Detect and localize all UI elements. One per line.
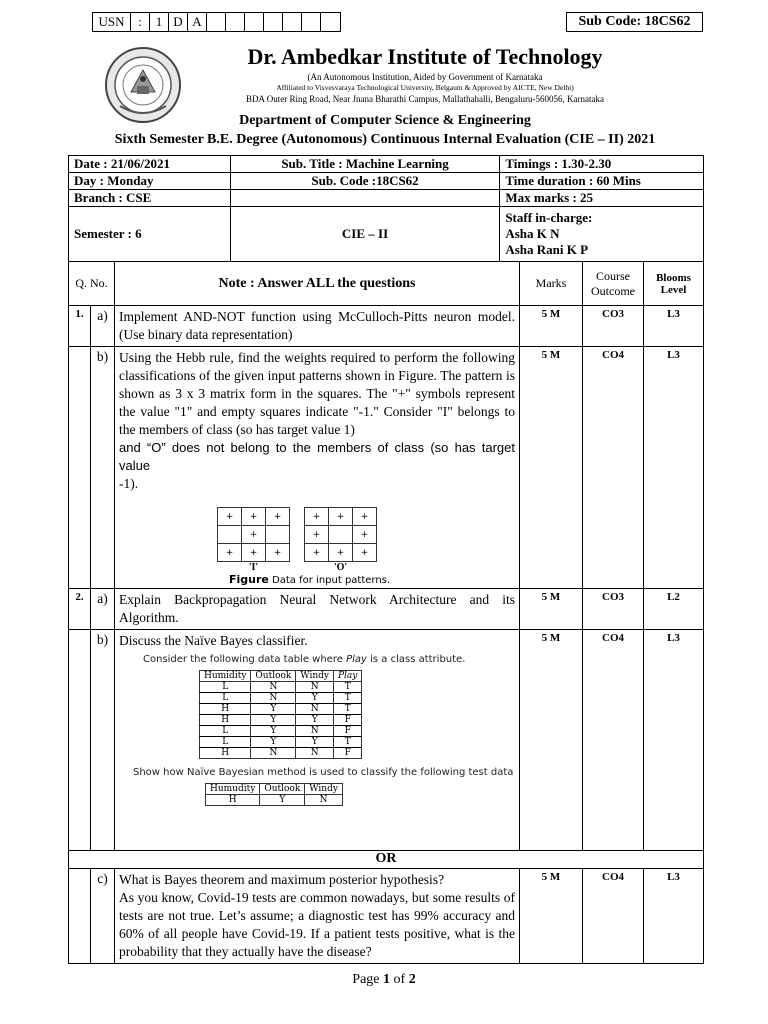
usn-char: A bbox=[188, 13, 207, 31]
pattern-label: 'I' bbox=[248, 562, 259, 573]
question-text: Using the Hebb rule, find the weights required to perform the following classifications of the given input patterns shown in Figure. The pattern is shown as 3 x 3 matrix form in the squares. The "+" symbols represent the value "1" and empty squares indicate "-1." Consider "I" belongs to the members of class (so has target value 1) bbox=[119, 350, 515, 437]
table-cell: L bbox=[200, 693, 251, 704]
usn-char bbox=[226, 13, 245, 31]
marks: 5 M bbox=[520, 347, 583, 589]
question-row bbox=[69, 869, 704, 964]
day: Day : Monday bbox=[69, 173, 231, 190]
table-cell: T bbox=[334, 682, 362, 693]
column-header: Humidity bbox=[200, 671, 251, 682]
table-cell: Y bbox=[251, 715, 296, 726]
question-row bbox=[69, 347, 704, 589]
question-content bbox=[115, 869, 520, 964]
department-title: Department of Computer Science & Engineering bbox=[239, 113, 531, 128]
question-number: 1. bbox=[69, 306, 91, 347]
column-header: Windy bbox=[296, 671, 334, 682]
column-header: Windy bbox=[305, 784, 343, 795]
test-data-table bbox=[205, 783, 343, 806]
grid-cell: + bbox=[329, 544, 353, 562]
table-cell: F bbox=[334, 726, 362, 737]
column-header: Humudity bbox=[206, 784, 260, 795]
question-number bbox=[69, 869, 91, 964]
page-of: of bbox=[393, 972, 406, 987]
grid-cell: + bbox=[329, 508, 353, 526]
usn-box bbox=[92, 12, 341, 32]
table-cell: N bbox=[251, 682, 296, 693]
usn-char bbox=[302, 13, 321, 31]
subject-title: Sub. Title : Machine Learning bbox=[230, 156, 500, 173]
usn-char bbox=[321, 13, 340, 31]
date: Date : 21/06/2021 bbox=[69, 156, 231, 173]
pattern-label: 'O' bbox=[333, 562, 348, 573]
table-row bbox=[200, 737, 362, 748]
grid-cell: + bbox=[266, 544, 290, 562]
question-text: Explain Backpropagation Neural Network Architecture and its Algorithm. bbox=[115, 589, 520, 630]
questions-table bbox=[68, 261, 704, 964]
marks: 5 M bbox=[520, 306, 583, 347]
sub-question-label: c) bbox=[91, 869, 115, 964]
table-cell: Y bbox=[296, 737, 334, 748]
table-cell: Y bbox=[296, 693, 334, 704]
course-outcome: CO4 bbox=[583, 869, 644, 964]
total-pages: 2 bbox=[408, 972, 416, 987]
sub-question-label: b) bbox=[91, 347, 115, 589]
table-cell: T bbox=[334, 704, 362, 715]
course-outcome: CO4 bbox=[583, 347, 644, 589]
question-row bbox=[69, 589, 704, 630]
usn-char: 1 bbox=[150, 13, 169, 31]
institute-address: BDA Outer Ring Road, Near Jnana Bharathi Campus, Mallathahalli, Bengaluru-560056, Karnataka bbox=[246, 94, 604, 104]
question-text: As you know, Covid-19 tests are common nowadays, but some results of tests are not true. Let’s assume; a diagnostic test has 99% accuracy and 60% of all people have Covid-19. If a patient tests positive, what is the probability that they actually have the disease? bbox=[119, 890, 515, 959]
question-row bbox=[69, 306, 704, 347]
grid-cell bbox=[329, 526, 353, 544]
table-cell: F bbox=[334, 715, 362, 726]
table-row bbox=[200, 693, 362, 704]
staff-in-charge bbox=[500, 207, 704, 262]
subject-code: Sub. Code :18CS62 bbox=[230, 173, 500, 190]
grid-cell bbox=[266, 526, 290, 544]
usn-label: USN bbox=[93, 13, 131, 31]
exam-info-table bbox=[68, 155, 704, 262]
marks-header: Marks bbox=[520, 262, 583, 306]
sub-question-label: a) bbox=[91, 306, 115, 347]
sub-question-label: a) bbox=[91, 589, 115, 630]
question-text: Implement AND-NOT function using McCulloch-Pitts neuron model. (Use binary data representation) bbox=[115, 306, 520, 347]
question-text: and “O” does not belong to the members of class (so has target value bbox=[119, 440, 515, 473]
institute-status: (An Autonomous Institution, Aided by Government of Karnataka bbox=[307, 72, 543, 82]
sub-question-label: b) bbox=[91, 630, 115, 851]
input-patterns-figure bbox=[217, 507, 515, 573]
table-cell: L bbox=[200, 726, 251, 737]
figure-caption-text: Data for input patterns. bbox=[272, 575, 391, 586]
intro-text: is a class attribute. bbox=[370, 654, 466, 665]
data-table-intro bbox=[143, 654, 515, 665]
table-cell: N bbox=[251, 693, 296, 704]
note-header: Note : Answer ALL the questions bbox=[115, 262, 520, 306]
question-row bbox=[69, 630, 704, 851]
grid-cell: + bbox=[353, 544, 377, 562]
grid-cell: + bbox=[242, 544, 266, 562]
grid-cell: + bbox=[242, 526, 266, 544]
table-cell: Y bbox=[296, 715, 334, 726]
blooms-level: L3 bbox=[644, 630, 704, 851]
table-cell: F bbox=[334, 748, 362, 759]
timings: Timings : 1.30-2.30 bbox=[500, 156, 704, 173]
blooms-level: L3 bbox=[644, 347, 704, 589]
column-header: Outlook bbox=[260, 784, 305, 795]
grid-cell: + bbox=[218, 508, 242, 526]
grid-cell: + bbox=[353, 508, 377, 526]
question-text: -1). bbox=[119, 476, 139, 491]
table-cell: L bbox=[200, 737, 251, 748]
figure-caption bbox=[229, 573, 515, 586]
question-content bbox=[115, 630, 520, 851]
intro-emphasis: Play bbox=[346, 654, 367, 665]
table-row bbox=[200, 704, 362, 715]
grid-cell: + bbox=[305, 544, 329, 562]
or-divider: OR bbox=[69, 851, 704, 869]
cie-label: CIE – II bbox=[230, 207, 500, 262]
qno-header: Q. No. bbox=[69, 262, 115, 306]
course-outcome: CO4 bbox=[583, 630, 644, 851]
usn-char bbox=[264, 13, 283, 31]
marks: 5 M bbox=[520, 589, 583, 630]
question-number: 2. bbox=[69, 589, 91, 630]
table-cell: H bbox=[200, 748, 251, 759]
marks: 5 M bbox=[520, 869, 583, 964]
blooms-level: L3 bbox=[644, 869, 704, 964]
table-cell: T bbox=[334, 693, 362, 704]
blooms-level: L3 bbox=[644, 306, 704, 347]
question-number bbox=[69, 347, 91, 589]
table-cell: Y bbox=[251, 704, 296, 715]
column-header: Outlook bbox=[251, 671, 296, 682]
table-row bbox=[200, 682, 362, 693]
usn-char bbox=[283, 13, 302, 31]
pattern-grid bbox=[304, 507, 377, 562]
current-page: 1 bbox=[383, 972, 391, 987]
pattern-grid bbox=[217, 507, 290, 562]
usn-separator: : bbox=[131, 13, 150, 31]
grid-cell: + bbox=[242, 508, 266, 526]
figure-caption-label: Figure bbox=[229, 573, 269, 586]
question-text: Discuss the Naïve Bayes classifier. bbox=[119, 633, 308, 648]
exam-title: Sixth Semester B.E. Degree (Autonomous) Continuous Internal Evaluation (CIE – II) 2021 bbox=[114, 132, 656, 147]
staff-label: Staff in-charge: bbox=[505, 210, 593, 225]
grid-cell: + bbox=[266, 508, 290, 526]
table-cell: N bbox=[296, 748, 334, 759]
staff-name: Asha K N bbox=[505, 226, 560, 241]
training-data-table bbox=[199, 670, 362, 759]
marks: 5 M bbox=[520, 630, 583, 851]
sub-code-box: Sub Code: 18CS62 bbox=[566, 12, 703, 32]
course-outcome: CO3 bbox=[583, 589, 644, 630]
question-content bbox=[115, 347, 520, 589]
question-text: What is Bayes theorem and maximum posterior hypothesis? bbox=[119, 872, 445, 887]
institute-affiliation: Affiliated to Visvesvaraya Technological University, Belgaum & Approved by AICTE, New Delhi) bbox=[276, 83, 574, 92]
table-cell: H bbox=[200, 704, 251, 715]
blooms-level: L2 bbox=[644, 589, 704, 630]
time-duration: Time duration : 60 Mins bbox=[500, 173, 704, 190]
table-row bbox=[200, 726, 362, 737]
course-outcome: CO3 bbox=[583, 306, 644, 347]
grid-cell: + bbox=[218, 544, 242, 562]
question-number bbox=[69, 630, 91, 851]
table-cell: Y bbox=[260, 795, 305, 806]
table-cell: Y bbox=[251, 737, 296, 748]
table-row bbox=[200, 715, 362, 726]
pattern-i bbox=[217, 507, 290, 573]
grid-cell: + bbox=[305, 526, 329, 544]
table-cell: N bbox=[296, 726, 334, 737]
test-data-intro: Show how Naïve Bayesian method is used to classify the following test data bbox=[133, 767, 514, 778]
institute-name: Dr. Ambedkar Institute of Technology bbox=[247, 44, 603, 69]
table-cell: L bbox=[200, 682, 251, 693]
page-label: Page bbox=[352, 972, 380, 987]
max-marks: Max marks : 25 bbox=[500, 190, 704, 207]
grid-cell: + bbox=[305, 508, 329, 526]
grid-cell: + bbox=[353, 526, 377, 544]
table-row bbox=[200, 748, 362, 759]
table-cell: N bbox=[305, 795, 343, 806]
branch: Branch : CSE bbox=[69, 190, 231, 207]
semester: Semester : 6 bbox=[69, 207, 231, 262]
usn-char bbox=[207, 13, 226, 31]
staff-name: Asha Rani K P bbox=[505, 242, 589, 257]
empty-cell bbox=[230, 190, 500, 207]
usn-char bbox=[245, 13, 264, 31]
table-cell: N bbox=[296, 704, 334, 715]
grid-cell bbox=[218, 526, 242, 544]
course-outcome-header: Course Outcome bbox=[583, 262, 644, 306]
intro-text: Consider the following data table where bbox=[143, 654, 343, 665]
page-number bbox=[0, 972, 768, 988]
table-cell: H bbox=[206, 795, 260, 806]
table-cell: N bbox=[251, 748, 296, 759]
table-cell: N bbox=[296, 682, 334, 693]
blooms-header: Blooms Level bbox=[644, 262, 704, 306]
table-cell: H bbox=[200, 715, 251, 726]
pattern-o bbox=[304, 507, 377, 573]
table-cell: Y bbox=[251, 726, 296, 737]
usn-char: D bbox=[169, 13, 188, 31]
column-header: Play bbox=[334, 671, 362, 682]
table-cell: T bbox=[334, 737, 362, 748]
